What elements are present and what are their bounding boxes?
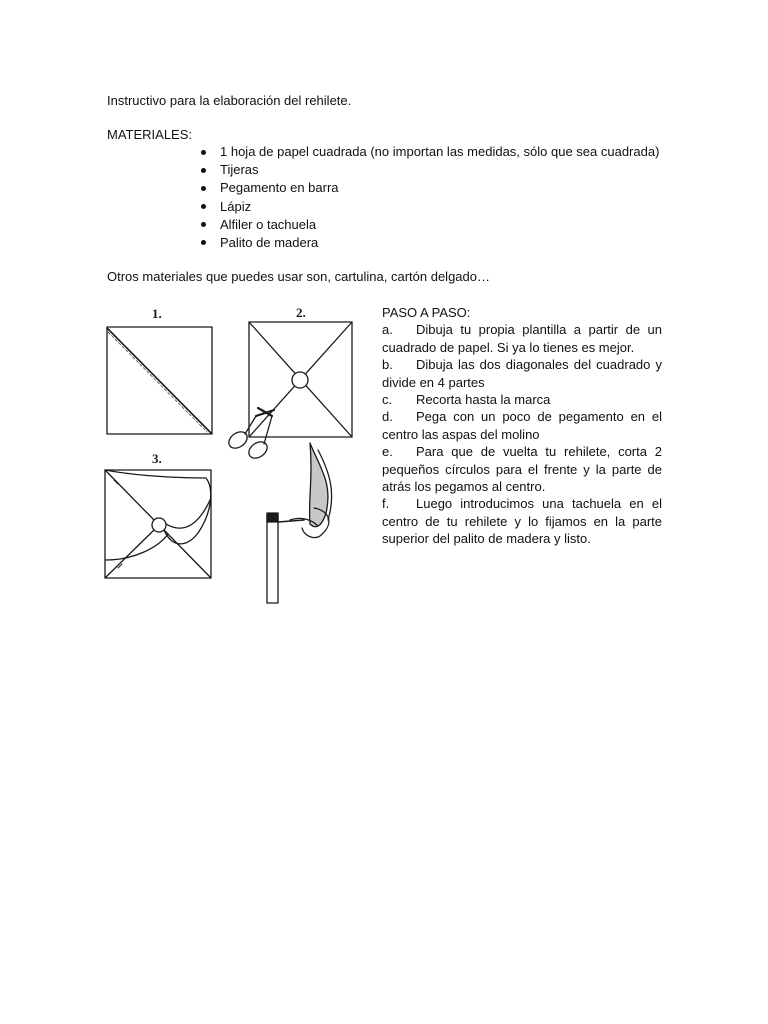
step-number-label: 3. xyxy=(152,451,162,466)
step-1-diagram xyxy=(107,327,212,434)
materials-heading: MATERIALES: xyxy=(107,127,193,142)
other-materials-text: Otros materiales que puedes usar son, cartulina, cartón delgado… xyxy=(107,269,490,284)
list-item: 1 hoja de papel cuadrada (no importan las medidas, sólo que sea cuadrada) xyxy=(200,143,659,161)
step-item xyxy=(382,495,662,547)
list-item: Tijeras xyxy=(200,161,659,179)
step-text: Para que de vuelta tu rehilete, corta 2 pequeños círculos para el frente y la parte de atrás los pegamos al centro. xyxy=(382,444,662,495)
step-text: Luego introducimos una tachuela en el centro de tu rehilete y lo fijamos en la parte superior del palito de madera y listo. xyxy=(382,496,662,547)
step-letter: c. xyxy=(382,392,393,408)
step-text: Recorta hasta la marca xyxy=(416,392,551,408)
scissors-icon xyxy=(226,408,274,461)
step-item xyxy=(382,356,662,391)
step-letter: e. xyxy=(382,444,393,460)
list-item: Lápiz xyxy=(200,198,659,216)
step-item xyxy=(382,443,662,495)
page-title: Instructivo para la elaboración del rehilete. xyxy=(107,93,352,108)
list-item: Alfiler o tachuela xyxy=(200,216,659,234)
pinwheel-instructions-illustration xyxy=(78,298,368,608)
list-item: Palito de madera xyxy=(200,234,659,252)
step-text: Dibuja las dos diagonales del cuadrado y divide en 4 partes xyxy=(382,357,662,390)
steps-section xyxy=(382,304,662,548)
step-2-diagram xyxy=(226,322,352,461)
step-text: Dibuja tu propia plantilla a partir de un cuadrado de papel. Si ya lo tienes es mejor. xyxy=(382,322,662,355)
step-number-label: 2. xyxy=(296,305,306,320)
step-letter: b. xyxy=(382,357,393,373)
step-letter: f. xyxy=(382,496,390,512)
step-item xyxy=(382,391,662,408)
step-number-label: 1. xyxy=(152,306,162,321)
step-3-diagram xyxy=(105,470,211,578)
finished-pinwheel-diagram xyxy=(267,443,332,603)
list-item: Pegamento en barra xyxy=(200,179,659,197)
step-letter: d. xyxy=(382,409,393,425)
step-text: Pega con un poco de pegamento en el centro las aspas del molino xyxy=(382,409,662,442)
step-item xyxy=(382,408,662,443)
materials-list xyxy=(200,143,659,252)
steps-heading: PASO A PASO: xyxy=(382,305,471,320)
step-item xyxy=(382,321,662,356)
step-letter: a. xyxy=(382,322,393,338)
